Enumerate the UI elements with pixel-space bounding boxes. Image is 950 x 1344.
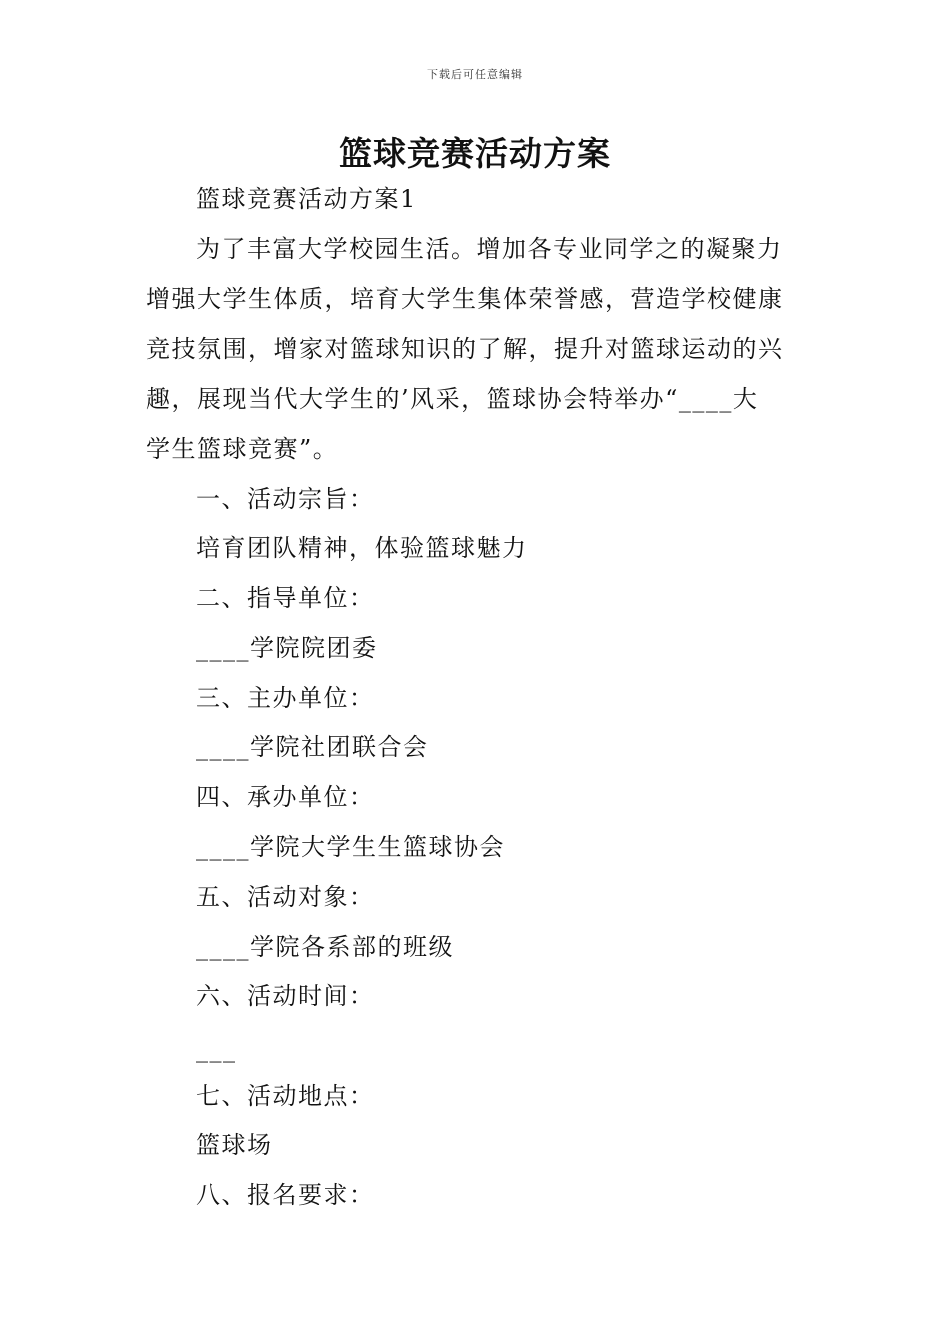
section-heading-guidance: 二、指导单位： xyxy=(196,584,375,612)
section-text-location: 篮球场 xyxy=(196,1131,273,1159)
section-heading-participants: 五、活动对象： xyxy=(196,883,375,911)
section-text-host: ____学院大学生生篮球协会 xyxy=(196,833,505,861)
section-text-time: ___ xyxy=(196,1035,237,1063)
intro-line-4: 趣，展现当代大学生的’风采，篮球协会特举办“____大 xyxy=(146,385,759,413)
page-header-note: 下载后可任意编辑 xyxy=(427,68,523,81)
intro-line-2: 增强大学生体质，培育大学生集体荣誉感，营造学校健康 xyxy=(146,285,784,313)
section-text-guidance: ____学院院团委 xyxy=(196,634,378,662)
document-title: 篮球竞赛活动方案 xyxy=(339,134,611,173)
section-heading-purpose: 一、活动宗旨： xyxy=(196,485,375,513)
section-text-purpose: 培育团队精神，体验篮球魅力 xyxy=(196,534,528,562)
intro-line-1: 为了丰富大学校园生活。增加各专业同学之的凝聚力 xyxy=(196,235,783,263)
section-heading-location: 七、活动地点： xyxy=(196,1082,375,1110)
section-heading-organizer: 三、主办单位： xyxy=(196,684,375,712)
section-heading-registration: 八、报名要求： xyxy=(196,1181,375,1209)
section-text-participants: ____学院各系部的班级 xyxy=(196,933,454,961)
intro-line-3: 竞技氛围，增家对篮球知识的了解，提升对篮球运动的兴 xyxy=(146,335,784,363)
intro-line-5: 学生篮球竞赛”。 xyxy=(146,435,339,463)
section-heading-host: 四、承办单位： xyxy=(196,783,375,811)
section-text-organizer: ____学院社团联合会 xyxy=(196,733,429,761)
section-heading-time: 六、活动时间： xyxy=(196,982,375,1010)
document-subtitle: 篮球竞赛活动方案1 xyxy=(196,185,417,213)
